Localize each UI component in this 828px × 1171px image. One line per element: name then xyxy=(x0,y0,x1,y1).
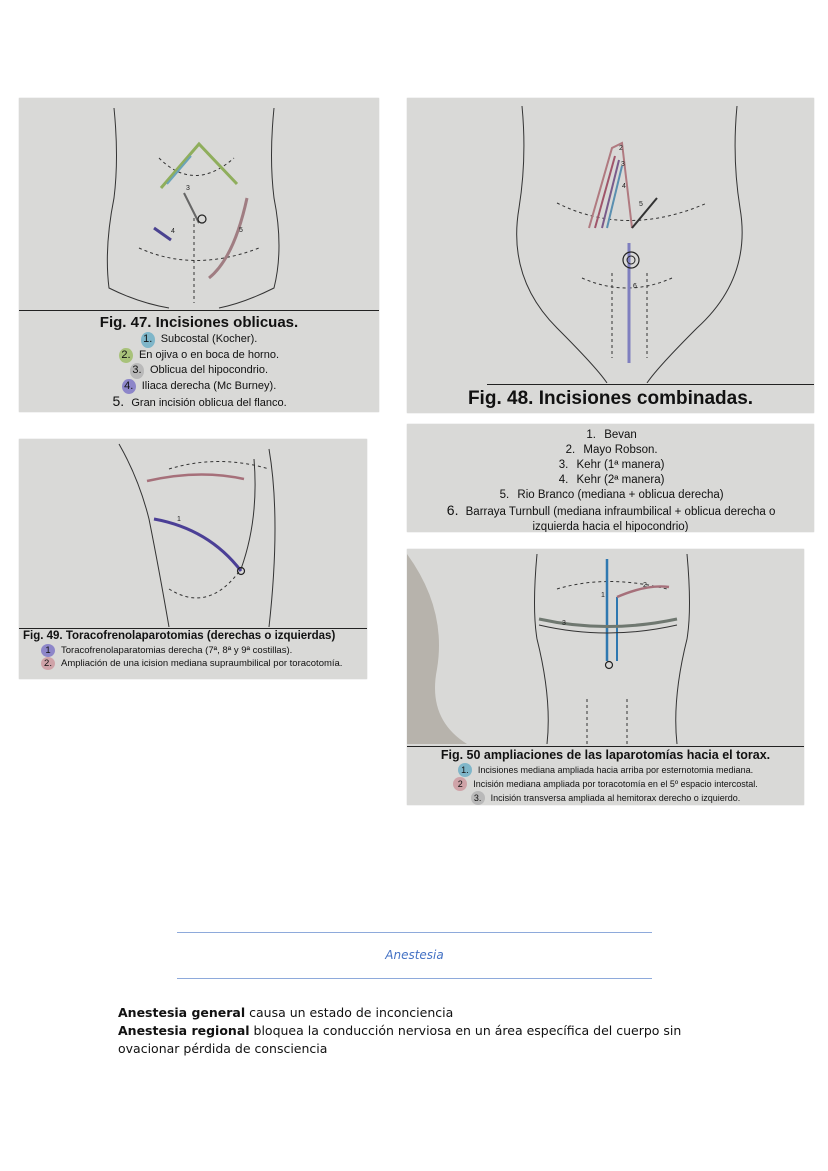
item-number: 1 xyxy=(41,644,55,657)
item-number: 2. xyxy=(119,348,133,364)
item-number: 4. xyxy=(558,474,569,486)
item-number: 3. xyxy=(130,363,144,379)
item-text: Incisión mediana ampliada por toracotomía en el 5º espacio intercostal. xyxy=(473,779,758,789)
incision-label-4: 4 xyxy=(622,183,626,190)
item-text: Rio Branco (mediana + oblicua derecha) xyxy=(517,489,724,501)
section-title: Anestesia xyxy=(385,948,444,962)
item-text: Mayo Robson. xyxy=(583,444,658,456)
figure-48-photo xyxy=(407,98,814,413)
incision-label-2: 2 xyxy=(643,582,647,589)
figure-47-photo xyxy=(19,98,379,412)
figure-title: Fig. 48. Incisiones combinadas. xyxy=(467,388,754,409)
item-text: Iliaca derecha (Mc Burney). xyxy=(141,379,277,392)
incision-label-3: 3 xyxy=(562,620,566,627)
item-number: 1. xyxy=(458,763,472,777)
legend-item-1 xyxy=(407,428,814,443)
item-number: 3. xyxy=(558,459,569,471)
abdomen-oblique-incisions-illustration xyxy=(19,98,379,310)
item-text: Barraya Turnbull (mediana infraumbilical + oblicua derecha o izquierda hacia el hipocondrio) xyxy=(465,506,776,532)
incision-label-2: 2 xyxy=(619,145,623,152)
incision-label-3: 3 xyxy=(186,185,190,192)
figure-49-photo xyxy=(19,439,367,679)
item-number: 1. xyxy=(141,332,155,348)
body-text xyxy=(118,1004,698,1058)
incision-label-1: 1 xyxy=(177,516,181,523)
legend-item-6 xyxy=(407,503,814,532)
term-general: Anestesia general xyxy=(118,1005,246,1020)
item-number: 5. xyxy=(499,489,510,501)
term-regional: Anestesia regional xyxy=(118,1023,250,1038)
paragraph-regional xyxy=(118,1022,698,1058)
legend-item-1 xyxy=(407,763,804,777)
item-number: 2. xyxy=(565,444,576,456)
figure-title: Fig. 47. Incisiones oblicuas. xyxy=(99,314,299,331)
item-text: Kehr (1ª manera) xyxy=(576,459,665,471)
laparotomy-thorax-extension-illustration xyxy=(407,549,804,744)
legend-item-2 xyxy=(19,348,379,364)
incision-label-5: 5 xyxy=(639,201,643,208)
legend-item-3 xyxy=(19,363,379,379)
item-number: 4. xyxy=(122,379,136,395)
legend-item-4 xyxy=(19,379,379,395)
item-number: 5. xyxy=(112,393,125,409)
figure-title: Fig. 49. Toracofrenolaparotomias (derechas o izquierdas) xyxy=(23,630,336,642)
incision-label-3: 3 xyxy=(621,161,625,168)
legend-item-3 xyxy=(407,458,814,473)
paragraph-general xyxy=(118,1004,698,1022)
item-text: Subcostal (Kocher). xyxy=(160,333,258,345)
item-text: Incisiones mediana ampliada hacia arriba por esternotomia mediana. xyxy=(477,765,754,775)
legend-item-1 xyxy=(23,644,367,657)
item-number: 2. xyxy=(41,657,55,670)
legend-item-2 xyxy=(407,777,804,791)
abdomen-combined-incisions-illustration xyxy=(407,98,814,383)
figure-48-legend xyxy=(407,428,814,532)
legend-item-3 xyxy=(407,791,804,805)
incision-label-1: 1 xyxy=(601,592,605,599)
item-number: 3. xyxy=(471,791,485,805)
item-text: Ampliación de una icision mediana supraumbilical por toracotomía. xyxy=(61,658,343,669)
item-number: 1. xyxy=(586,429,596,441)
incision-label-6: 6 xyxy=(633,283,637,290)
item-text: Incisión transversa ampliada al hemitorax derecho o izquierdo. xyxy=(490,793,741,803)
legend-item-5 xyxy=(19,394,379,412)
section-rule-bottom xyxy=(177,978,652,979)
figure-49-caption xyxy=(19,629,367,670)
section-rule-top xyxy=(177,932,652,933)
legend-item-5 xyxy=(407,488,814,503)
figure-50-photo xyxy=(407,549,804,805)
item-number: 2 xyxy=(453,777,467,791)
legend-item-4 xyxy=(407,473,814,488)
item-text: Oblicua del hipocondrio. xyxy=(149,364,269,376)
figure-title: Fig. 50 ampliaciones de las laparotomías hacia el torax. xyxy=(440,748,771,762)
item-text: En ojiva o en boca de horno. xyxy=(138,348,280,361)
legend-item-2 xyxy=(407,443,814,458)
incision-label-4: 4 xyxy=(171,228,175,235)
item-text: Toracofrenolaparatomias derecha (7ª, 8ª y 9ª costillas). xyxy=(61,645,293,656)
figure-47-caption xyxy=(19,314,379,412)
item-number: 6. xyxy=(446,502,459,518)
item-text: Bevan xyxy=(604,429,637,441)
incision-label-5: 5 xyxy=(239,227,243,234)
definition-regional: bloquea la conducción nerviosa en un área específica del cuerpo sin ovacionar pérdida de consciencia xyxy=(118,1023,682,1056)
legend-item-1 xyxy=(19,332,379,348)
item-text: Kehr (2ª manera) xyxy=(576,474,665,486)
legend-item-2 xyxy=(23,657,367,670)
thoracophrenolaparotomy-illustration xyxy=(19,439,367,627)
definition-general: causa un estado de inconciencia xyxy=(245,1005,454,1020)
figure-48-legend-photo xyxy=(407,424,814,532)
item-text: Gran incisión oblicua del flanco. xyxy=(131,397,287,409)
figure-50-caption xyxy=(407,747,804,805)
